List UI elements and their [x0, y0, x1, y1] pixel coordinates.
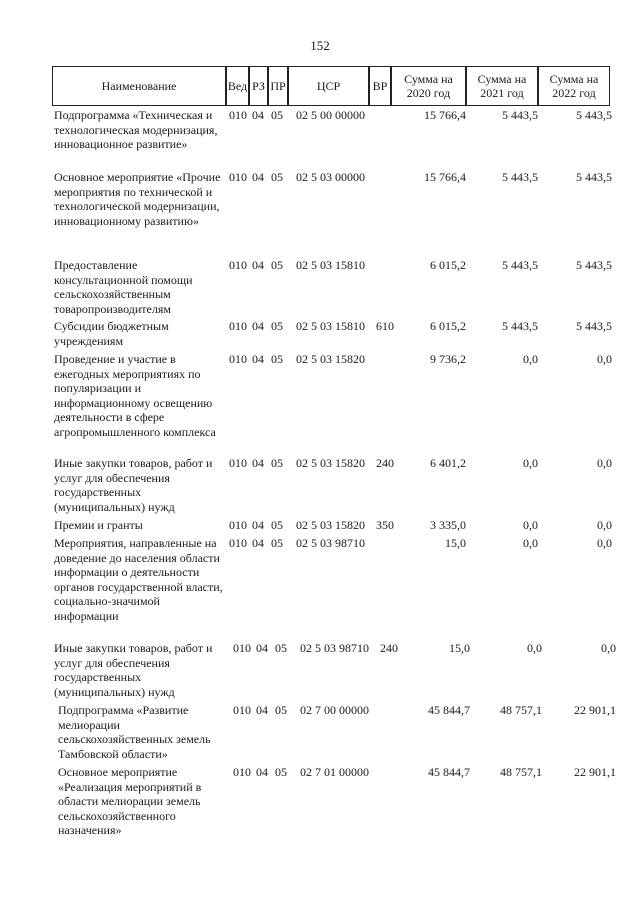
row-rz: 04	[256, 765, 268, 779]
row-name: Премии и гранты	[54, 518, 143, 532]
row-ved: 010	[229, 536, 247, 550]
row-pr: 05	[275, 765, 287, 779]
header-sum-2022	[538, 66, 610, 106]
row-vr: 350	[376, 518, 394, 532]
row-sum-2022: 0,0	[601, 641, 616, 655]
row-csr: 02 5 03 15820	[296, 518, 365, 532]
row-sum-2020: 9 736,2	[430, 352, 466, 366]
row-name: Иные закупки товаров, работ и услуг для обеспечения государственных (муниципальных) нужд	[54, 641, 213, 699]
row-sum-2020: 15 766,4	[424, 108, 466, 122]
row-ved: 010	[229, 258, 247, 272]
row-sum-2022: 22 901,1	[574, 703, 616, 717]
row-csr: 02 5 03 98710	[300, 641, 369, 655]
header-ved-label: Вед	[227, 79, 248, 93]
row-sum-2022: 5 443,5	[576, 108, 612, 122]
row-ved: 010	[229, 319, 247, 333]
row-ved: 010	[233, 641, 251, 655]
row-sum-2021: 5 443,5	[502, 258, 538, 272]
row-csr: 02 7 01 00000	[300, 765, 369, 779]
header-ved	[226, 66, 249, 106]
row-name: Проведение и участие в ежегодных мероприятиях по популяризации и информационному освещению деятельности в сфере агропромышленного комплекса	[54, 352, 216, 439]
row-pr: 05	[271, 456, 283, 470]
row-sum-2021: 0,0	[523, 518, 538, 532]
row-csr: 02 5 03 00000	[296, 170, 365, 184]
header-vr	[369, 66, 391, 106]
row-sum-2020: 15 766,4	[424, 170, 466, 184]
row-ved: 010	[229, 170, 247, 184]
row-rz: 04	[252, 536, 264, 550]
row-pr: 05	[275, 641, 287, 655]
row-name: Иные закупки товаров, работ и услуг для обеспечения государственных (муниципальных) нужд	[54, 456, 213, 514]
row-rz: 04	[252, 518, 264, 532]
row-rz: 04	[256, 703, 268, 717]
header-sum-2021	[466, 66, 538, 106]
header-pr-label: ПР	[270, 79, 286, 93]
row-sum-2022: 5 443,5	[576, 170, 612, 184]
row-sum-2020: 6 015,2	[430, 258, 466, 272]
row-rz: 04	[252, 108, 264, 122]
row-vr: 240	[376, 456, 394, 470]
row-pr: 05	[271, 170, 283, 184]
row-pr: 05	[271, 258, 283, 272]
row-sum-2021: 5 443,5	[502, 108, 538, 122]
row-ved: 010	[229, 456, 247, 470]
header-vr-label: ВР	[372, 79, 388, 93]
row-csr: 02 5 03 15820	[296, 352, 365, 366]
row-pr: 05	[271, 518, 283, 532]
row-name: Подпрограмма «Развитие мелиорации сельскохозяйственных земель Тамбовской области»	[58, 703, 211, 761]
row-ved: 010	[229, 108, 247, 122]
row-sum-2021: 0,0	[523, 456, 538, 470]
header-rz-label: РЗ	[252, 79, 265, 93]
row-sum-2020: 6 015,2	[430, 319, 466, 333]
header-pr	[268, 66, 288, 106]
row-name: Субсидии бюджетным учреждениям	[54, 319, 169, 348]
row-sum-2022: 0,0	[597, 536, 612, 550]
row-csr: 02 7 00 00000	[300, 703, 369, 717]
row-pr: 05	[271, 319, 283, 333]
row-ved: 010	[233, 703, 251, 717]
row-vr: 610	[376, 319, 394, 333]
row-rz: 04	[252, 170, 264, 184]
row-sum-2020: 15,0	[449, 641, 470, 655]
row-pr: 05	[271, 352, 283, 366]
row-sum-2022: 0,0	[597, 456, 612, 470]
header-sum-2022-label: Сумма на 2022 год	[549, 72, 599, 100]
header-name	[52, 66, 226, 106]
row-sum-2021: 0,0	[523, 352, 538, 366]
header-name-label: Наименование	[101, 79, 177, 93]
row-name: Предоставление консультационной помощи сельскохозяйственным товаропроизводителям	[54, 258, 193, 316]
row-rz: 04	[256, 641, 268, 655]
row-name: Основное мероприятие «Реализация мероприятий в области мелиорации земель сельскохозяйственного назначения»	[58, 765, 202, 838]
row-rz: 04	[252, 456, 264, 470]
row-sum-2021: 5 443,5	[502, 319, 538, 333]
row-csr: 02 5 00 00000	[296, 108, 365, 122]
row-rz: 04	[252, 258, 264, 272]
row-ved: 010	[229, 518, 247, 532]
row-sum-2020: 45 844,7	[428, 703, 470, 717]
row-ved: 010	[233, 765, 251, 779]
header-csr-label: ЦСР	[316, 79, 341, 93]
header-sum-2020-label: Сумма на 2020 год	[404, 72, 453, 100]
row-sum-2022: 22 901,1	[574, 765, 616, 779]
row-rz: 04	[252, 319, 264, 333]
row-name: Подпрограмма «Техническая и технологическая модернизация, инновационное развитие»	[54, 108, 218, 152]
row-sum-2020: 45 844,7	[428, 765, 470, 779]
row-sum-2021: 0,0	[527, 641, 542, 655]
row-sum-2021: 48 757,1	[500, 703, 542, 717]
row-sum-2020: 3 335,0	[430, 518, 466, 532]
row-name: Мероприятия, направленные на доведение до населения области информации о деятельности органов государственной власти, социально-значимой информации	[54, 536, 223, 623]
row-pr: 05	[275, 703, 287, 717]
header-csr	[288, 66, 369, 106]
row-name: Основное мероприятие «Прочие мероприятия по технической и технологической модернизации, инновационному развитию»	[54, 170, 221, 228]
row-pr: 05	[271, 108, 283, 122]
header-sum-2020	[391, 66, 466, 106]
row-sum-2022: 0,0	[597, 518, 612, 532]
row-csr: 02 5 03 98710	[296, 536, 365, 550]
row-csr: 02 5 03 15810	[296, 258, 365, 272]
row-csr: 02 5 03 15810	[296, 319, 365, 333]
row-sum-2022: 0,0	[597, 352, 612, 366]
row-sum-2020: 6 401,2	[430, 456, 466, 470]
row-csr: 02 5 03 15820	[296, 456, 365, 470]
row-sum-2022: 5 443,5	[576, 258, 612, 272]
header-rz	[249, 66, 268, 106]
header-sum-2021-label: Сумма на 2021 год	[477, 72, 527, 100]
page-number: 152	[310, 38, 330, 53]
row-rz: 04	[252, 352, 264, 366]
row-sum-2022: 5 443,5	[576, 319, 612, 333]
row-sum-2020: 15,0	[445, 536, 466, 550]
row-sum-2021: 48 757,1	[500, 765, 542, 779]
row-pr: 05	[271, 536, 283, 550]
row-sum-2021: 5 443,5	[502, 170, 538, 184]
row-sum-2021: 0,0	[523, 536, 538, 550]
row-ved: 010	[229, 352, 247, 366]
row-vr: 240	[380, 641, 398, 655]
